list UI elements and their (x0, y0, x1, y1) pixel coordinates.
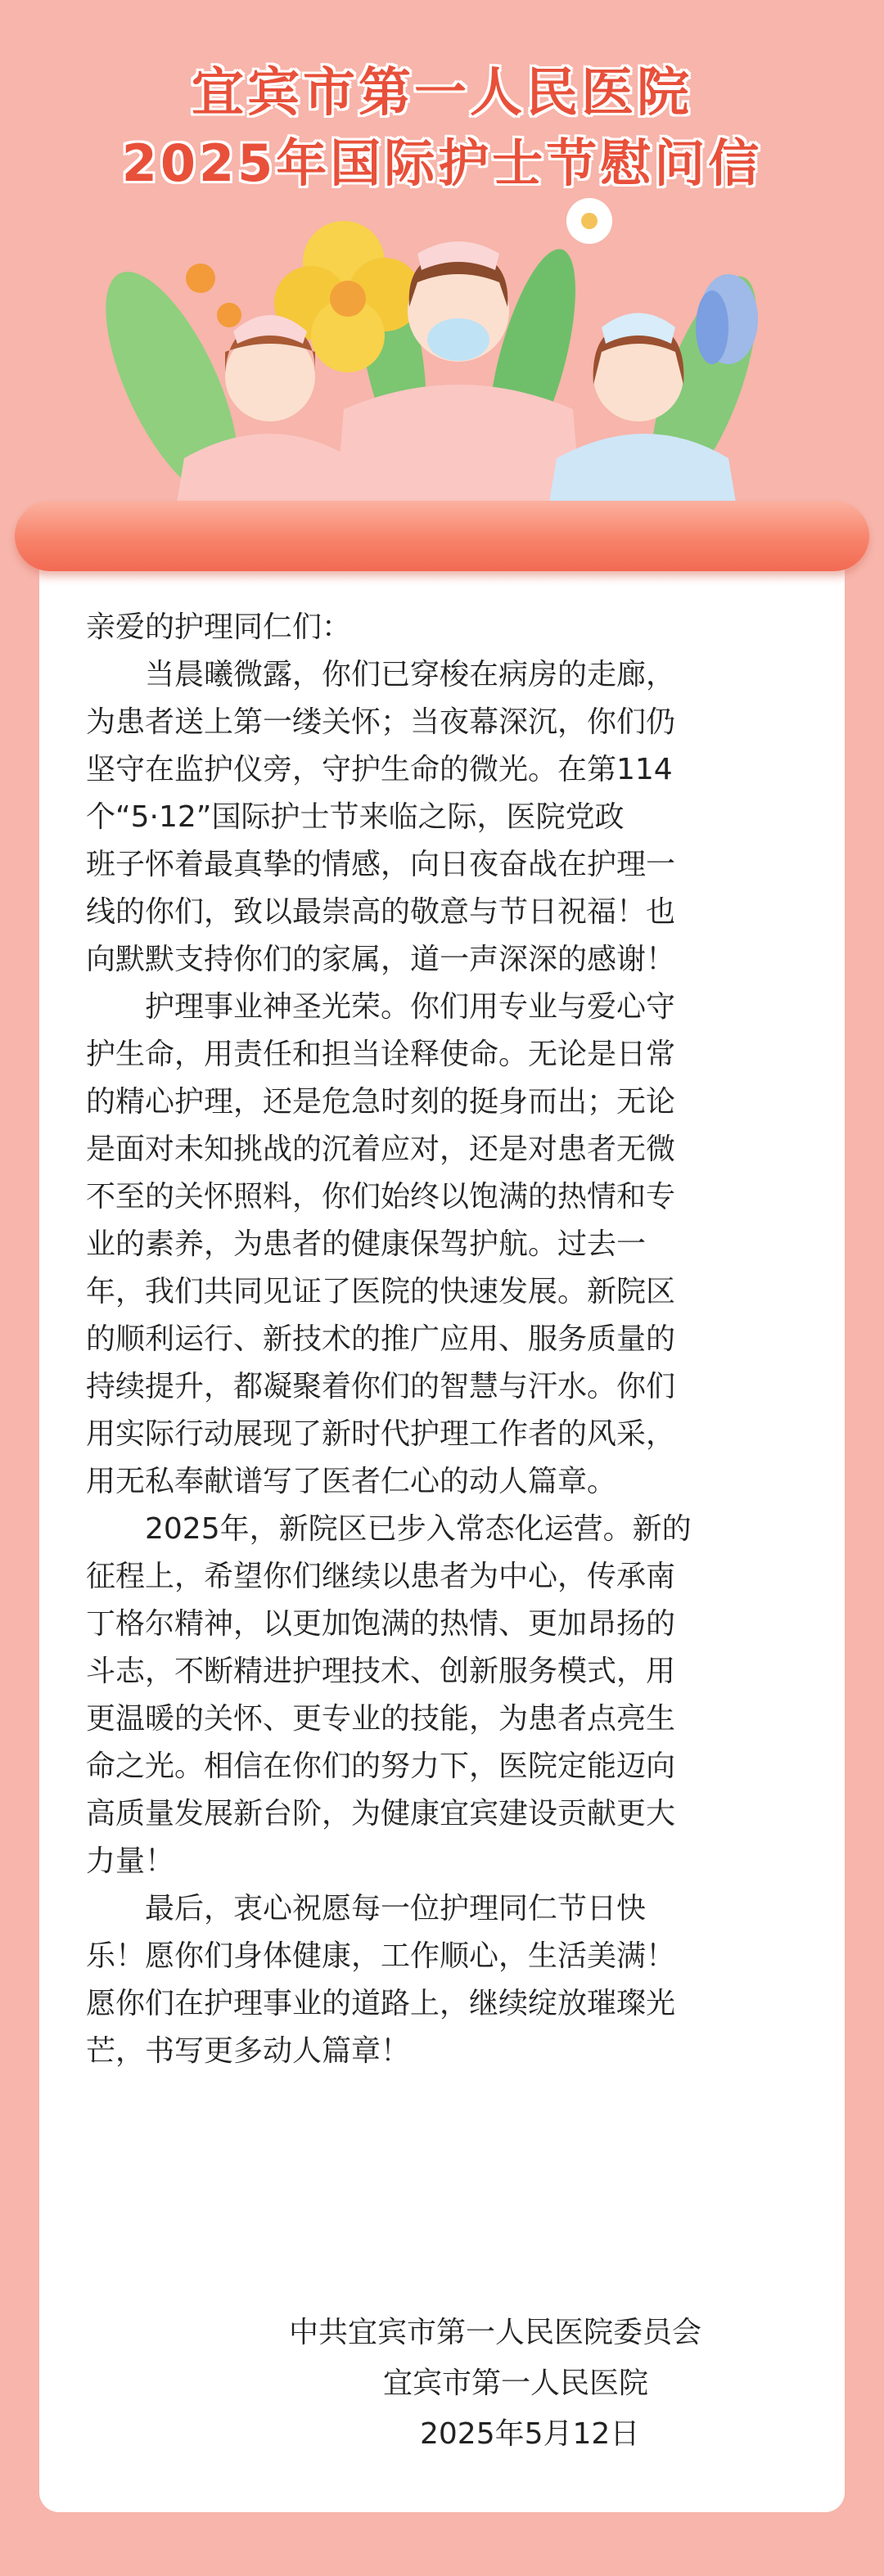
letter-line: 的顺利运行、新技术的推广应用、服务质量的 (86, 1322, 676, 1356)
orange-flower-icon (186, 263, 241, 327)
letter-line: 年，我们共同见证了医院的快速发展。新院区 (86, 1275, 676, 1308)
letter-line: 高质量发展新台阶，为健康宜宾建设贡献更大 (86, 1797, 676, 1831)
letter-line: 线的你们，致以最崇高的敬意与节日祝福！也 (86, 895, 676, 929)
letter-line: 是面对未知挑战的沉着应对，还是对患者无微 (86, 1133, 676, 1166)
letter-line: 向默默支持你们的家属，道一声深深的感谢！ (86, 943, 676, 976)
letter-line: 个“5·12”国际护士节来临之际，医院党政 (86, 800, 625, 834)
page-title: 宜宾市第一人民医院 (192, 63, 692, 124)
letter-line: 2025年，新院区已步入常态化运营。新的 (86, 1512, 692, 1546)
letter-line: 不至的关怀照料，你们始终以饱满的热情和专 (86, 1180, 676, 1214)
letter-line: 当晨曦微露，你们已穿梭在病房的走廊， (86, 658, 676, 691)
signature-org-party: 中共宜宾市第一人民医院委员会 (289, 2316, 702, 2349)
letter-line: 斗志，不断精进护理技术、创新服务模式，用 (86, 1655, 676, 1688)
letter-line: 芒，书写更多动人篇章！ (86, 2034, 411, 2068)
letter-line: 乐！愿你们身体健康，工作顺心，生活美满！ (86, 1939, 676, 1973)
letter-line: 最后，衷心祝愿每一位护理同仁节日快 (86, 1892, 647, 1925)
letter-line: 亲爱的护理同仁们： (86, 610, 352, 644)
letter-line: 用实际行动展现了新时代护理工作者的风采， (86, 1417, 676, 1451)
letter-line: 征程上，希望你们继续以患者为中心，传承南 (86, 1560, 676, 1593)
header-banner (0, 0, 884, 524)
letter-line: 为患者送上第一缕关怀；当夜幕深沉，你们仍 (86, 705, 676, 739)
letter-line: 护理事业神圣光荣。你们用专业与爱心守 (86, 990, 676, 1024)
letter-line: 持续提升，都凝聚着你们的智慧与汗水。你们 (86, 1370, 676, 1403)
letter-line: 护生命，用责任和担当诠释使命。无论是日常 (86, 1038, 676, 1071)
white-flower-icon (566, 198, 612, 244)
letter-line: 更温暖的关怀、更专业的技能，为患者点亮生 (86, 1702, 676, 1736)
signature-block (39, 2308, 845, 2460)
signature-org-hospital: 宜宾市第一人民医院 (383, 2367, 649, 2400)
letter-line: 班子怀着最真挚的情感，向日夜奋战在护理一 (86, 848, 676, 881)
page-subtitle: 2025年国际护士节慰问信 (121, 133, 763, 193)
letter-line: 坚守在监护仪旁，守护生命的微光。在第114 (86, 753, 673, 786)
letter-line: 丁格尔精神，以更加饱满的热情、更加昂扬的 (86, 1607, 676, 1641)
signature-date: 2025年5月12日 (420, 2417, 640, 2451)
letter-line: 的精心护理，还是危急时刻的挺身而出；无论 (86, 1085, 676, 1119)
letter-body (86, 604, 823, 2075)
letter-line: 力量！ (86, 1844, 175, 1878)
letter-line: 愿你们在护理事业的道路上，继续绽放璀璨光 (86, 1987, 676, 2020)
scroll-roller (15, 501, 869, 571)
letter-line: 用无私奉献谱写了医者仁心的动人篇章。 (86, 1465, 617, 1498)
blue-flower-icon (696, 274, 758, 364)
letter-line: 业的素养，为患者的健康保驾护航。过去一 (86, 1227, 647, 1261)
letter-line: 命之光。相信在你们的努力下，医院定能迈向 (86, 1750, 676, 1783)
